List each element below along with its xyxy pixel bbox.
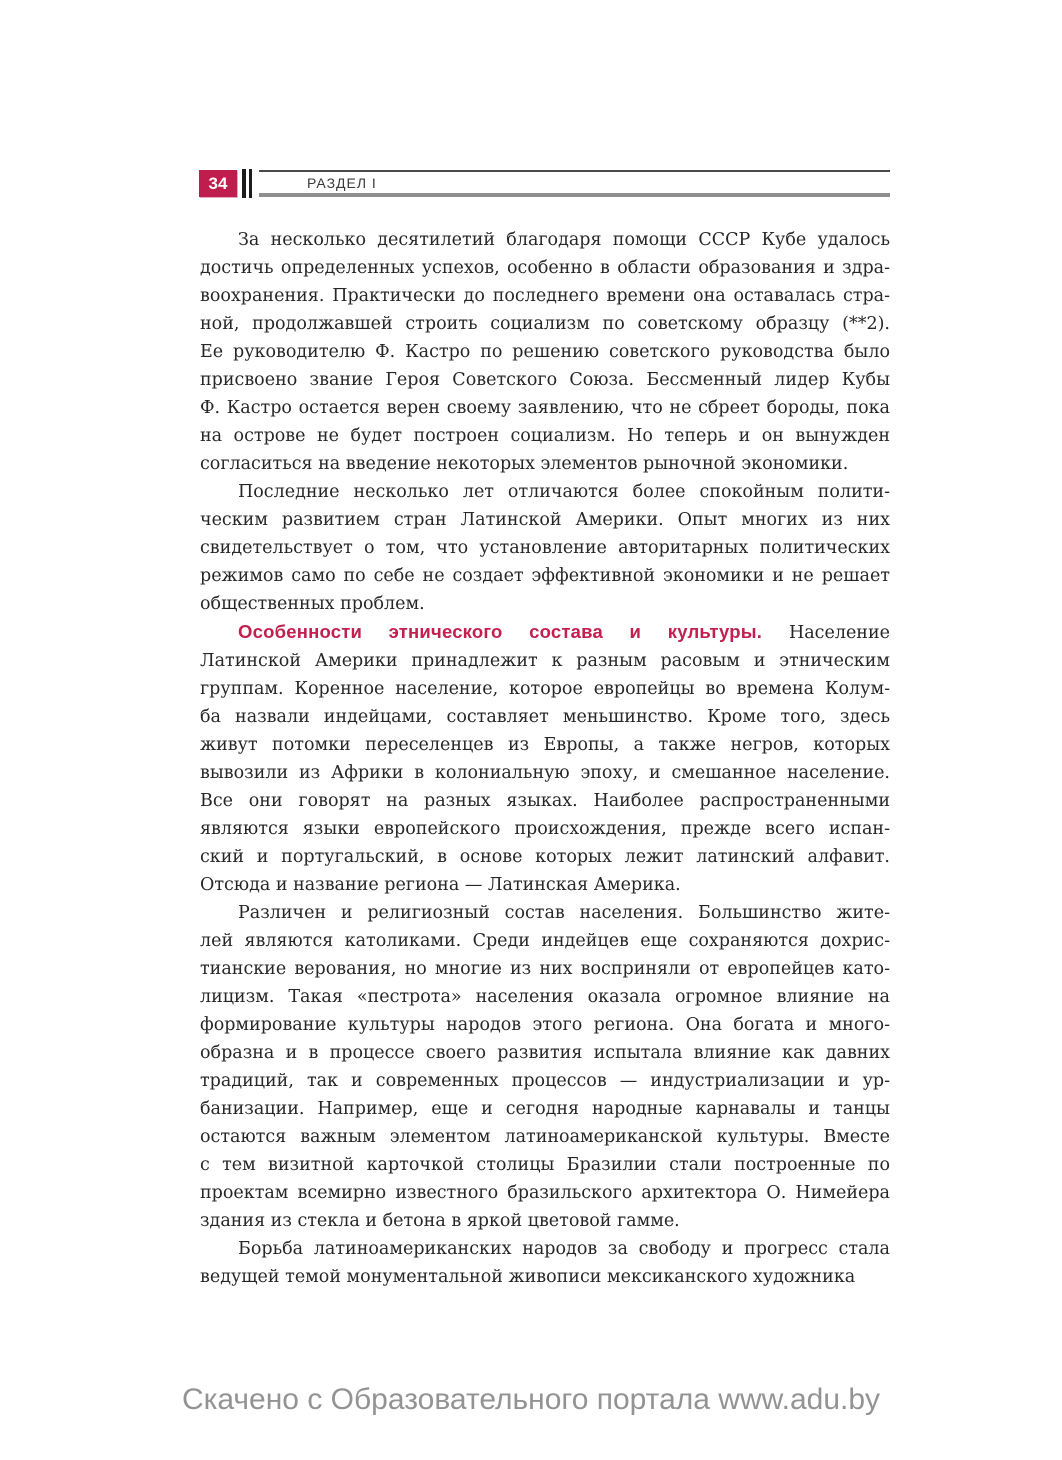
text-line: Отсюда и название региона — Латинская Америка. <box>200 875 681 895</box>
header-divider-bar <box>242 169 246 198</box>
text-line: режимов само по себе не создает эффективной экономики и не решает <box>200 566 890 586</box>
text-line: остаются важным элементом латиноамериканской культуры. Вместе <box>200 1127 890 1147</box>
text-line: являются языки европейского происхождения, прежде всего испан- <box>200 819 890 839</box>
text-line: ной, продолжавшей строить социализм по советскому образцу (**2). <box>200 314 890 334</box>
text-line: свидетельствует о том, что установление авторитарных политических <box>200 538 890 558</box>
watermark-footer: Скачено с Образовательного портала www.adu.by <box>181 1383 881 1416</box>
paragraph <box>200 478 890 618</box>
text-line: живут потомки переселенцев из Европы, а также негров, которых <box>200 735 890 755</box>
paragraph <box>200 899 890 1235</box>
text-line: Различен и религиозный состав населения. Большинство жите- <box>238 903 890 923</box>
paragraph <box>200 618 890 899</box>
text-line: Латинской Америки принадлежит к разным расовым и этническим <box>200 651 890 671</box>
text-line: Особенности этнического состава и культуры. Население <box>238 621 890 643</box>
text-line: Ф. Кастро остается верен своему заявлению, что не сбреет бороды, пока <box>200 398 890 418</box>
text-line: За несколько десятилетий благодаря помощи СССР Кубе удалось <box>238 230 890 250</box>
text-line: группам. Коренное население, которое европейцы во времена Колум- <box>200 679 890 699</box>
text-line: банизации. Например, еще и сегодня народные карнавалы и танцы <box>200 1099 890 1119</box>
text-line: Последние несколько лет отличаются более спокойным полити- <box>238 482 890 502</box>
page-number-badge: 34 <box>199 170 237 197</box>
text-line: ческим развитием стран Латинской Америки. Опыт многих из них <box>200 510 890 530</box>
text-line: Борьба латиноамериканских народов за свободу и прогресс стала <box>238 1239 890 1259</box>
header-divider-bar <box>249 169 252 198</box>
subheading-lead: Особенности этнического состава и культуры. <box>238 621 763 642</box>
text-line: воохранения. Практически до последнего времени она оставалась стра- <box>200 286 890 306</box>
page-header <box>199 170 890 198</box>
text-line: с тем визитной карточкой столицы Бразилии стали построенные по <box>200 1155 890 1175</box>
text-line: тианские верования, но многие из них восприняли от европейцев като- <box>200 959 890 979</box>
text-line: на острове не будет построен социализм. Но теперь и он вынужден <box>200 426 890 446</box>
text-line: Все они говорят на разных языках. Наиболее распространенными <box>200 791 890 811</box>
text-line: ский и португальский, в основе которых лежит латинский алфавит. <box>200 847 890 867</box>
text-line: общественных проблем. <box>200 594 425 614</box>
text-line: образна и в процессе своего развития испытала влияние как давних <box>200 1043 890 1063</box>
text-line: согласиться на введение некоторых элементов рыночной экономики. <box>200 454 849 474</box>
paragraph <box>200 226 890 478</box>
text-line: проектам всемирно известного бразильского архитектора О. Нимейера <box>200 1183 890 1203</box>
text-line: традиций, так и современных процессов — индустриализации и ур- <box>200 1071 890 1091</box>
text-line: здания из стекла и бетона в яркой цветовой гамме. <box>200 1211 680 1231</box>
paragraph <box>200 1235 890 1291</box>
text-line: вывозили из Африки в колониальную эпоху, и смешанное население. <box>200 763 890 783</box>
text-line: ба назвали индейцами, составляет меньшинство. Кроме того, здесь <box>200 707 890 727</box>
text-line: присвоено звание Героя Советского Союза. Бессменный лидер Кубы <box>200 370 890 390</box>
text-line: формирование культуры народов этого региона. Она богата и много- <box>200 1015 890 1035</box>
text-line: лей являются католиками. Среди индейцев еще сохраняются дохрис- <box>200 931 890 951</box>
section-label: РАЗДЕЛ I <box>307 174 377 191</box>
text-line: достичь определенных успехов, особенно в области образования и здра- <box>200 258 890 278</box>
text-block <box>200 226 890 1291</box>
text-line: лицизм. Такая «пестрота» населения оказала огромное влияние на <box>200 987 890 1007</box>
text-line: ведущей темой монументальной живописи мексиканского художника <box>200 1267 856 1287</box>
header-rule <box>259 170 890 197</box>
text-line: Ее руководителю Ф. Кастро по решению советского руководства было <box>200 342 890 362</box>
